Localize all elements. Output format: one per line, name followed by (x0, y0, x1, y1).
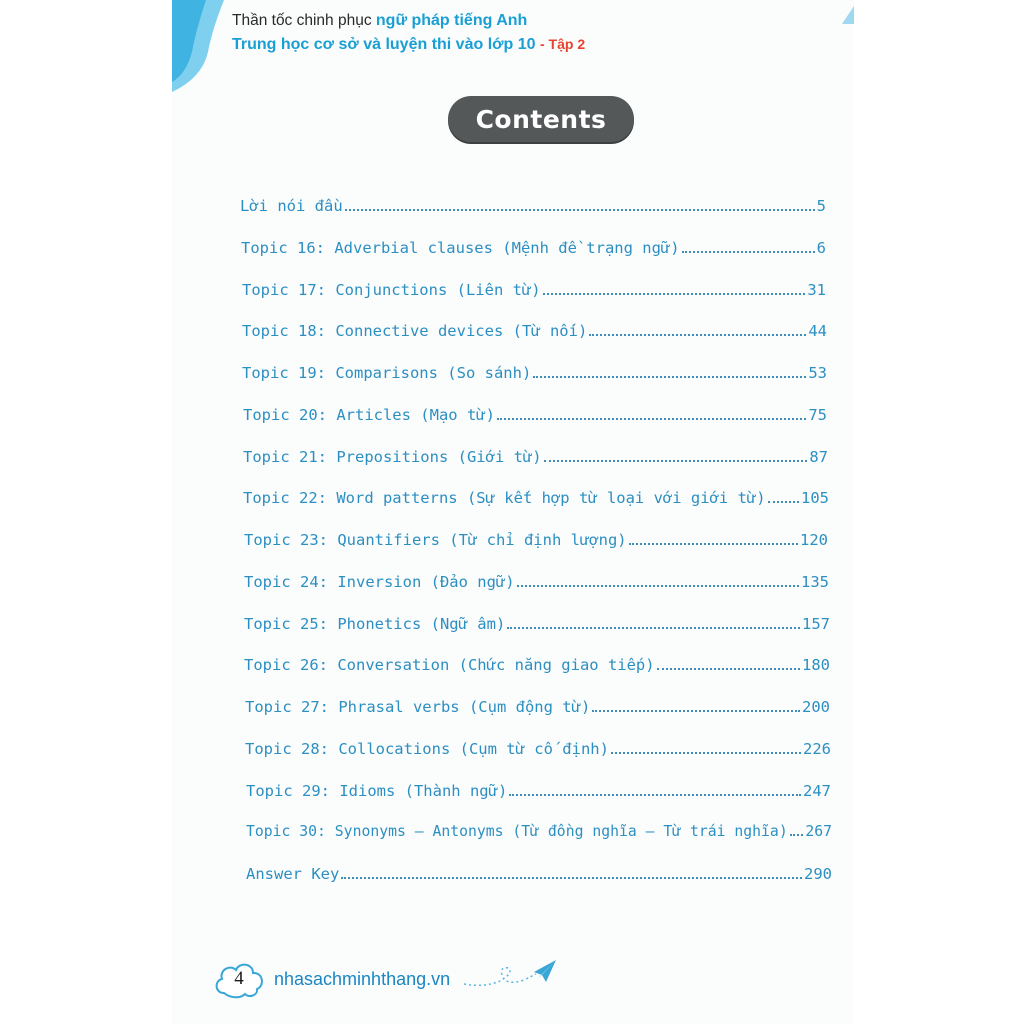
toc-entry-title: Topic 19: Comparisons (So sánh) (242, 364, 532, 382)
toc-entry-page: 105 (801, 489, 829, 507)
series-title-highlight: ngữ pháp tiếng Anh (375, 12, 528, 29)
paper-plane-icon (462, 954, 558, 994)
toc-entry (243, 489, 829, 507)
toc-leader-dots (790, 833, 804, 836)
toc-entry-page: 75 (808, 406, 827, 424)
page-number: 4 (234, 968, 244, 989)
toc-entry (240, 197, 826, 215)
toc-leader-dots (657, 667, 800, 670)
toc-entry-title: Topic 30: Synonyms – Antonyms (Từ đồng nghĩa – Từ trái nghĩa) (246, 823, 788, 840)
toc-entry (242, 322, 827, 340)
series-volume: - Tập 2 (539, 36, 586, 52)
toc-leader-dots (517, 584, 799, 587)
toc-entry (246, 782, 831, 800)
toc-leader-dots (543, 292, 806, 295)
toc-entry-title: Topic 24: Inversion (Đảo ngữ) (244, 573, 515, 591)
toc-entry-page: 6 (816, 239, 826, 257)
toc-entry (245, 698, 830, 716)
toc-entry-page: 226 (803, 740, 831, 758)
toc-leader-dots (611, 751, 801, 754)
toc-entry-title: Topic 22: Word patterns (Sự kết hợp từ loại với giới từ) (243, 489, 766, 507)
toc-entry-title: Topic 20: Articles (Mạo từ) (243, 406, 495, 424)
toc-entry-page: 290 (804, 865, 832, 883)
toc-entry-title: Topic 17: Conjunctions (Liên từ) (242, 281, 541, 299)
publisher-website: nhasachminhthang.vn (274, 969, 451, 989)
toc-entry-page: 5 (816, 197, 826, 215)
toc-leader-dots (629, 542, 798, 545)
toc-entry-title: Topic 16: Adverbial clauses (Mệnh đề trạng ngữ) (241, 239, 680, 257)
toc-entry-title: Topic 23: Quantifiers (Từ chỉ định lượng) (244, 531, 627, 549)
series-title-prefix: Thần tốc chinh phục (232, 12, 372, 29)
toc-leader-dots (544, 459, 808, 462)
toc-leader-dots (341, 876, 802, 879)
toc-entry-page: 200 (802, 698, 830, 716)
toc-entry (243, 448, 828, 466)
toc-entry-page: 87 (809, 448, 828, 466)
toc-entry (246, 865, 832, 883)
toc-entry-title: Topic 26: Conversation (Chức năng giao tiếp) (244, 656, 655, 674)
toc-leader-dots (345, 208, 815, 211)
toc-leader-dots (682, 250, 815, 253)
toc-entry-page: 247 (803, 782, 831, 800)
toc-entry-page: 157 (802, 615, 830, 633)
series-subtitle-text: Trung học cơ sở và luyện thi vào lớp 10 (232, 36, 536, 53)
toc-entry-page: 267 (805, 823, 832, 840)
toc-entry-page: 120 (800, 531, 828, 549)
toc-entry (244, 573, 829, 591)
toc-entry (241, 239, 826, 257)
toc-leader-dots (533, 375, 806, 378)
toc-leader-dots (589, 333, 806, 336)
toc-leader-dots (768, 500, 799, 503)
toc-entry-page: 31 (807, 281, 826, 299)
toc-entry (246, 823, 832, 840)
toc-entry-page: 135 (801, 573, 829, 591)
toc-entry-title: Topic 25: Phonetics (Ngữ âm) (244, 615, 506, 633)
toc-entry (244, 615, 830, 633)
toc-entry (242, 281, 826, 299)
toc-entry-title: Answer Key (246, 865, 340, 883)
toc-entry-title: Topic 29: Idioms (Thành ngữ) (246, 782, 508, 800)
toc-leader-dots (509, 793, 801, 796)
toc-leader-dots (507, 626, 800, 629)
toc-entry-page: 180 (802, 656, 830, 674)
toc-entry (245, 740, 831, 758)
toc-entry (242, 364, 827, 382)
toc-entry-title: Topic 21: Prepositions (Giới từ) (243, 448, 542, 466)
toc-leader-dots (592, 709, 800, 712)
toc-entry-page: 53 (808, 364, 827, 382)
toc-entry-title: Topic 28: Collocations (Cụm từ cố định) (245, 740, 609, 758)
toc-entry (244, 656, 830, 674)
toc-entry-title: Topic 18: Connective devices (Từ nối) (242, 322, 588, 340)
toc-entry (244, 531, 828, 549)
toc-leader-dots (497, 417, 806, 420)
contents-heading: Contents (448, 96, 634, 142)
toc-entry-page: 44 (808, 322, 827, 340)
toc-entry-title: Topic 27: Phrasal verbs (Cụm động từ) (245, 698, 591, 716)
toc-entry (243, 406, 827, 424)
toc-entry-title: Lời nói đầu (240, 197, 343, 215)
